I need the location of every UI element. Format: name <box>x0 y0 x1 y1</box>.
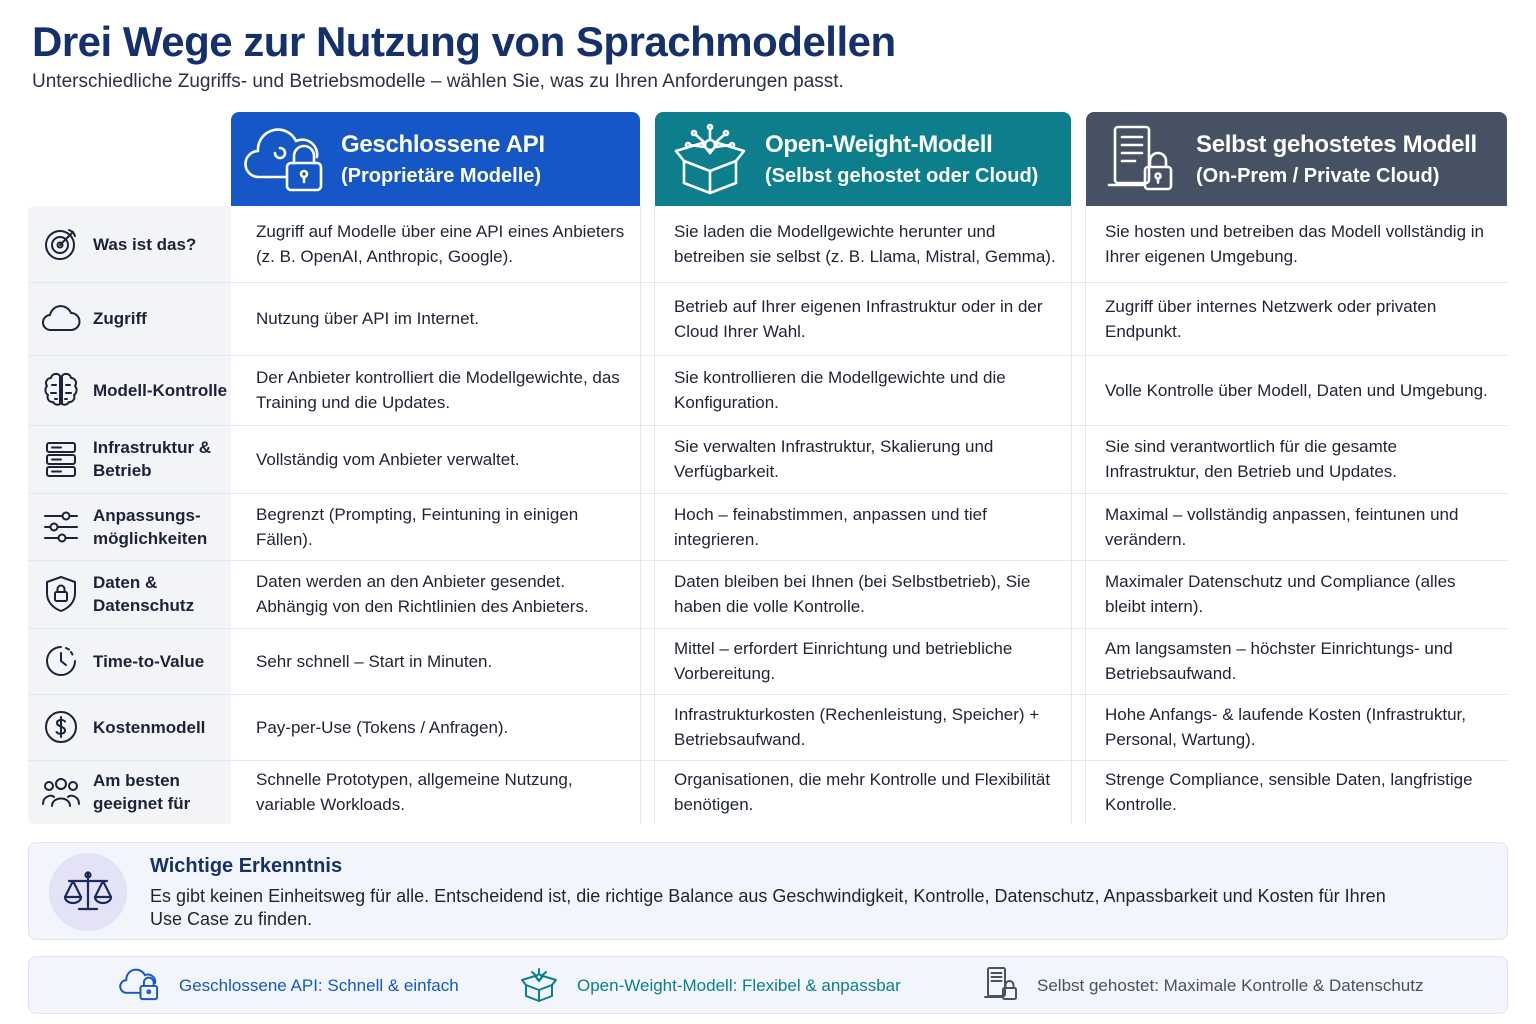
cell-open-weight-privacy: Daten bleiben bei Ihnen (bei Selbstbetrieb), Sie haben die volle Kontrolle. <box>674 572 1031 616</box>
comparison-table <box>28 206 1508 824</box>
cell-closed-api-what: Zugriff auf Modelle über eine API eines Anbieters (z. B. OpenAI, Anthropic, Google). <box>256 222 625 266</box>
sliders-icon <box>28 510 93 544</box>
open-box-icon <box>655 112 765 206</box>
column-header-self-hosted <box>1086 112 1507 206</box>
brain-icon <box>28 371 93 409</box>
cell-self-hosted-privacy: Maximaler Datenschutz und Compliance (alles bleibt intern). <box>1105 572 1456 616</box>
legend-label: Geschlossene API: Schnell & einfach <box>179 976 459 995</box>
cell-closed-api-infra: Vollständig vom Anbieter verwaltet. <box>256 449 520 469</box>
cell-closed-api-control: Der Anbieter kontrolliert die Modellgewichte, das Training und die Updates. <box>256 368 620 412</box>
legend-item-closed-api <box>119 957 459 1015</box>
page-title: Drei Wege zur Nutzung von Sprachmodellen <box>32 18 896 65</box>
cell-open-weight-access: Betrieb auf Ihrer eigenen Infrastruktur oder in der Cloud Ihrer Wahl. <box>674 296 1043 341</box>
cell-open-weight-ttv: Mittel – erfordert Einrichtung und betriebliche Vorbereitung. <box>674 639 1013 683</box>
cell-open-weight-best-for: Organisationen, die mehr Kontrolle und Flexibilität benötigen. <box>674 770 1051 814</box>
open-box-icon <box>519 966 559 1007</box>
row-label-infrastructure: Infrastruktur & Betrieb <box>28 425 231 493</box>
column-subtitle: (On-Prem / Private Cloud) <box>1196 164 1440 187</box>
column-title: Selbst gehostetes Modell <box>1196 130 1477 158</box>
column-subtitle: (Selbst gehostet oder Cloud) <box>765 164 1039 187</box>
cell-closed-api-best-for: Schnelle Prototypen, allgemeine Nutzung, variable Workloads. <box>256 770 573 814</box>
legend-label: Selbst gehostet: Maximale Kontrolle & Datenschutz <box>1037 976 1424 995</box>
scale-icon <box>49 853 127 931</box>
cell-closed-api-ttv: Sehr schnell – Start in Minuten. <box>256 651 493 671</box>
row-label-data-privacy: Daten & Datenschutz <box>28 560 231 628</box>
insight-title: Wichtige Erkenntnis <box>150 855 343 877</box>
cloud-icon <box>28 303 93 335</box>
cell-open-weight-custom: Hoch – feinabstimmen, anpassen und tief integrieren. <box>674 504 987 549</box>
cloud-lock-icon <box>231 112 341 206</box>
row-label-best-for: Am besten geeignet für <box>28 760 231 824</box>
users-icon <box>28 774 93 810</box>
cell-closed-api-custom: Begrenzt (Prompting, Feintuning in einigen Fällen). <box>256 504 579 549</box>
cell-self-hosted-best-for: Strenge Compliance, sensible Daten, langfristige Kontrolle. <box>1105 770 1473 814</box>
insight-text: Es gibt keinen Einheitsweg für alle. Entscheidend ist, die richtige Balance aus Geschwindigkeit, Kontrolle, Datenschutz, Anpassbarkeit und Kosten für Ihren Use Case zu finden. <box>150 886 1386 929</box>
row-label-model-control: Modell-Kontrolle <box>28 355 231 425</box>
legend-bar <box>28 956 1508 1014</box>
server-document-lock-icon <box>983 966 1019 1007</box>
column-header-closed-api <box>231 112 640 206</box>
clock-icon <box>28 642 93 680</box>
server-icon <box>28 440 93 478</box>
column-separator <box>1071 206 1086 824</box>
legend-label: Open-Weight-Modell: Flexibel & anpassbar <box>577 976 901 995</box>
cell-self-hosted-ttv: Am langsamsten – höchster Einrichtungs- und Betriebsaufwand. <box>1105 639 1453 683</box>
row-label-access: Zugriff <box>28 282 231 355</box>
cell-open-weight-what: Sie laden die Modellgewichte herunter und betreiben sie selbst (z. B. Llama, Mistral, Gemma). <box>674 222 1056 266</box>
cell-closed-api-privacy: Daten werden an den Anbieter gesendet. Abhängig von den Richtlinien des Anbieters. <box>256 572 589 616</box>
cell-self-hosted-what: Sie hosten und betreiben das Modell vollständig in Ihrer eigenen Umgebung. <box>1105 222 1484 266</box>
row-label-time-to-value: Time-to-Value <box>28 628 231 694</box>
cell-closed-api-cost: Pay-per-Use (Tokens / Anfragen). <box>256 717 509 737</box>
legend-item-self-hosted <box>983 957 1423 1015</box>
cell-open-weight-cost: Infrastrukturkosten (Rechenleistung, Speicher) + Betriebsaufwand. <box>674 705 1040 749</box>
cell-open-weight-infra: Sie verwalten Infrastruktur, Skalierung und Verfügbarkeit. <box>674 437 994 481</box>
cell-open-weight-control: Sie kontrollieren die Modellgewichte und die Konfiguration. <box>674 368 1006 412</box>
column-title: Geschlossene API <box>341 130 545 158</box>
target-icon <box>28 225 93 263</box>
server-document-lock-icon <box>1086 112 1196 206</box>
row-label-customization: Anpassungs-möglichkeiten <box>28 493 231 560</box>
cell-self-hosted-infra: Sie sind verantwortlich für die gesamte Infrastruktur, den Betrieb und Updates. <box>1105 437 1398 481</box>
legend-item-open-weight <box>519 957 901 1015</box>
row-label-cost-model: Kostenmodell <box>28 694 231 760</box>
shield-lock-icon <box>28 574 93 614</box>
column-separator <box>640 206 655 824</box>
page-subtitle: Unterschiedliche Zugriffs- und Betriebsmodelle – wählen Sie, was zu Ihren Anforderungen passt. <box>32 71 844 92</box>
cell-self-hosted-access: Zugriff über internes Netzwerk oder privaten Endpunkt. <box>1105 296 1437 341</box>
column-header-open-weight <box>655 112 1071 206</box>
column-title: Open-Weight-Modell <box>765 130 993 158</box>
dollar-icon <box>28 708 93 746</box>
row-label-what: Was ist das? <box>28 206 231 282</box>
column-subtitle: (Proprietäre Modelle) <box>341 164 542 187</box>
cell-self-hosted-control: Volle Kontrolle über Modell, Daten und Umgebung. <box>1105 380 1488 400</box>
cell-self-hosted-custom: Maximal – vollständig anpassen, feintunen und verändern. <box>1105 504 1459 549</box>
cloud-lock-icon <box>119 966 161 1007</box>
cell-closed-api-access: Nutzung über API im Internet. <box>256 309 480 328</box>
key-insight-box <box>28 842 1508 940</box>
cell-self-hosted-cost: Hohe Anfangs- & laufende Kosten (Infrastruktur, Personal, Wartung). <box>1105 705 1466 749</box>
